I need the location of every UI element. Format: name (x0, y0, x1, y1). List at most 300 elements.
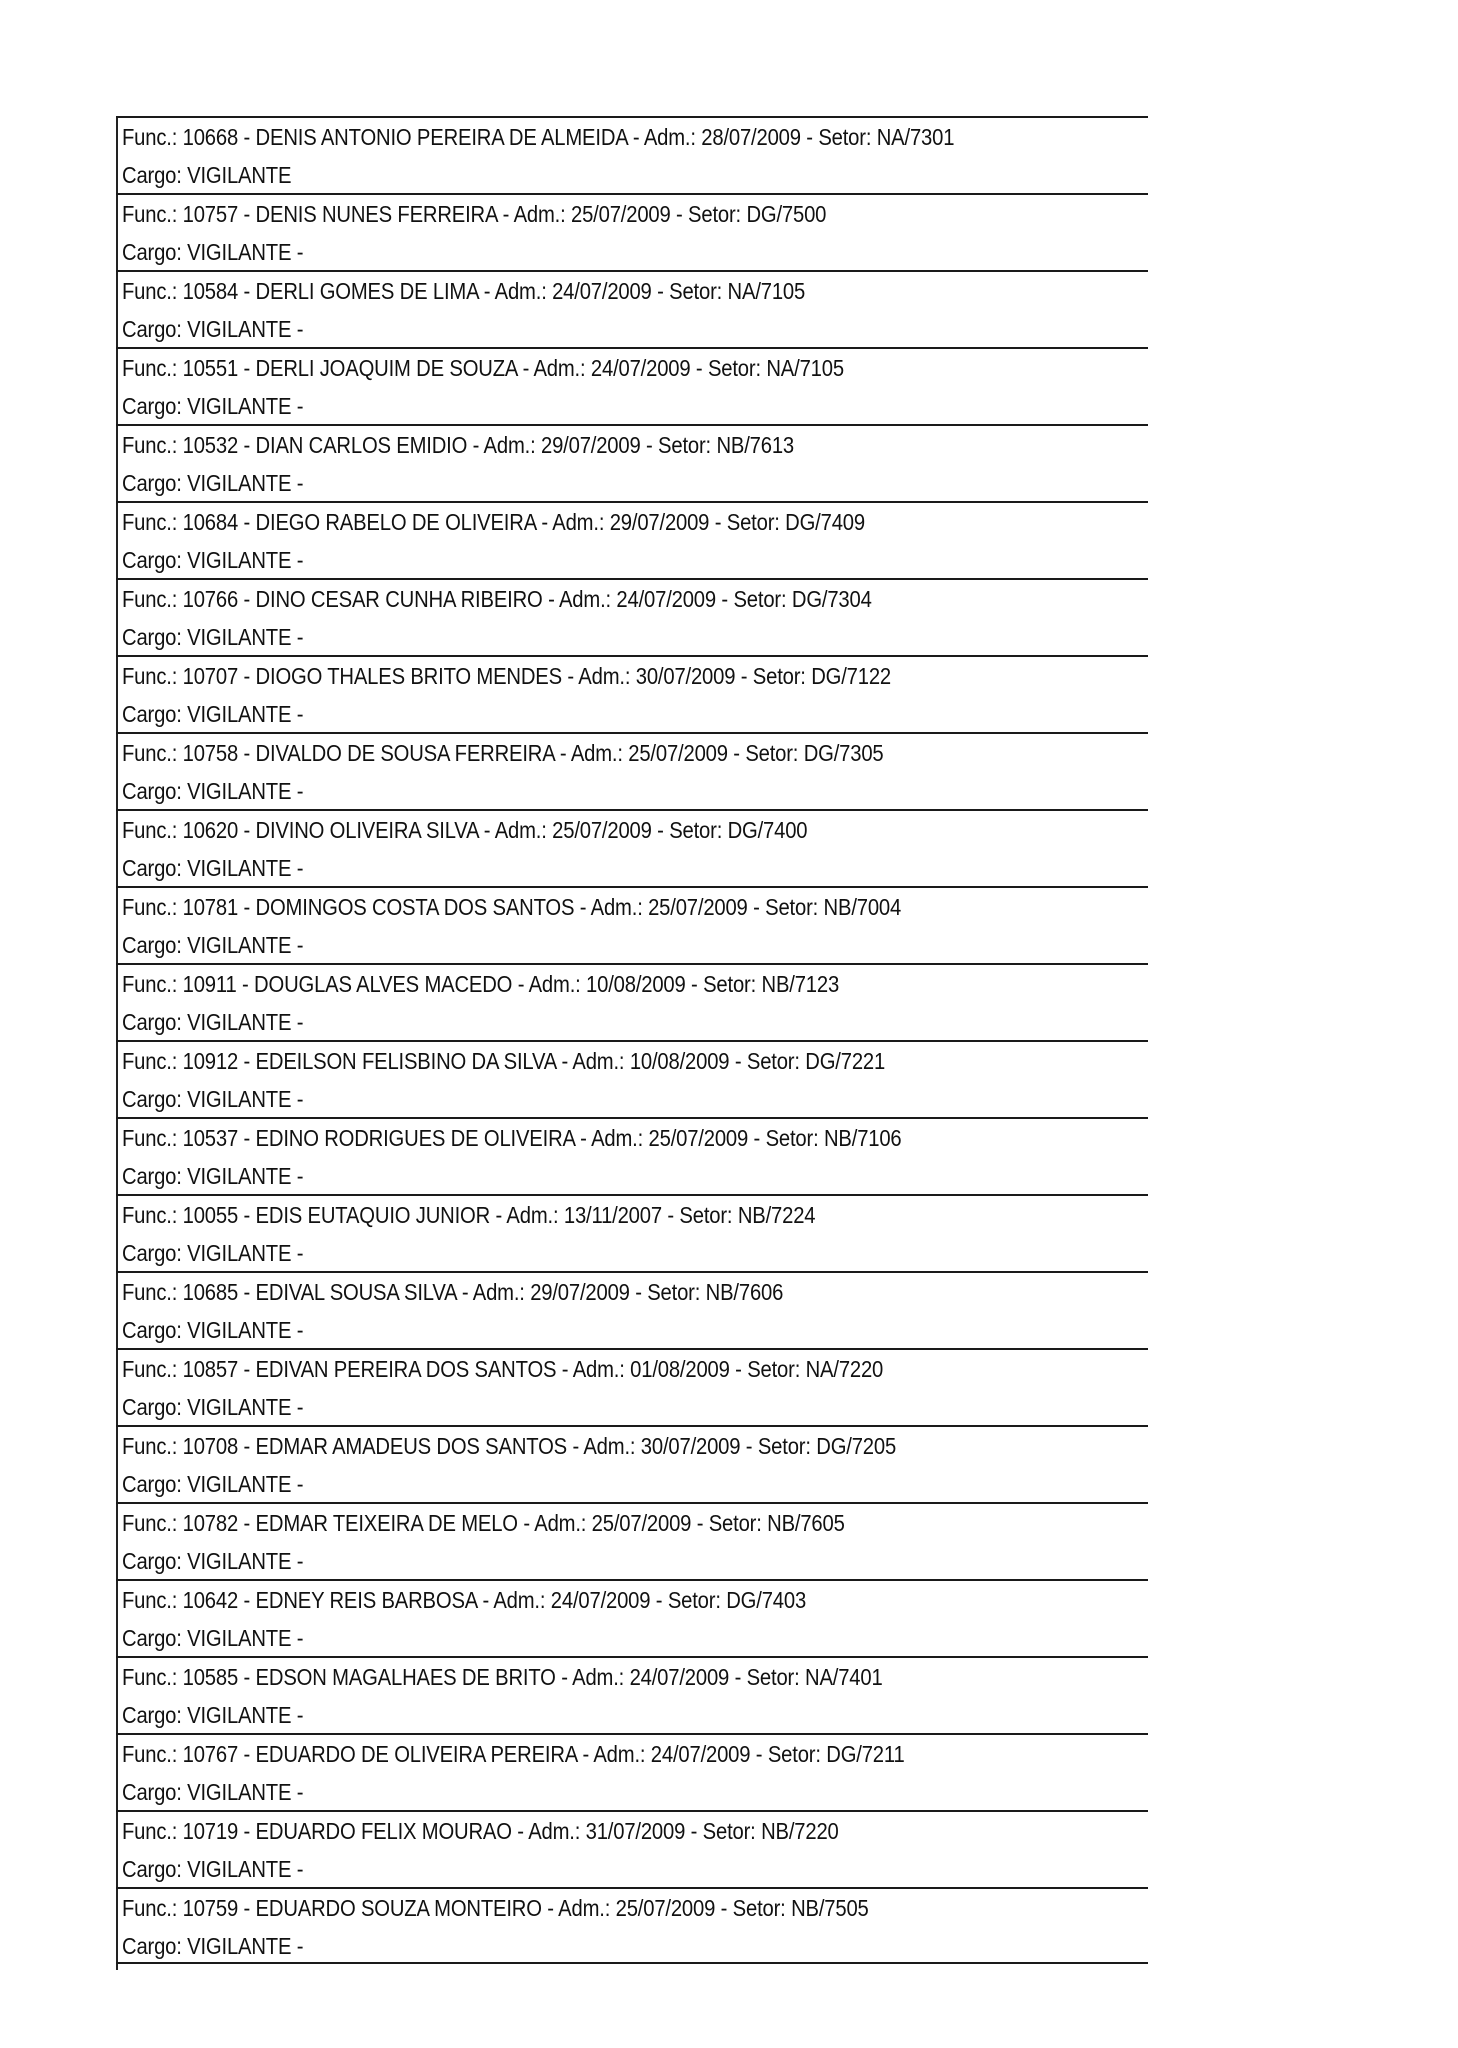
employee-name: DERLI JOAQUIM DE SOUZA (255, 355, 518, 381)
separator: - (691, 971, 698, 997)
admission-date: 24/07/2009 (550, 1587, 651, 1613)
role-value: VIGILANTE - (187, 316, 304, 342)
employee-id: 10537 (182, 1125, 239, 1151)
admission-date: 29/07/2009 (541, 432, 641, 458)
record-role-line (122, 1086, 303, 1113)
role-value: VIGILANTE - (187, 1779, 304, 1805)
separator: - (720, 1895, 728, 1921)
admission-date: 25/07/2009 (648, 1125, 749, 1151)
record-role-line (122, 701, 303, 728)
role-value: VIGILANTE - (187, 1471, 304, 1497)
admission-label: Adm.: (593, 1741, 646, 1767)
func-label: Func.: (122, 1587, 178, 1613)
employee-id: 10767 (182, 1741, 239, 1767)
separator: - (502, 201, 510, 227)
role-value: VIGILANTE (187, 162, 292, 188)
employee-record (116, 347, 1148, 424)
separator: - (243, 1048, 251, 1074)
sector-label: Setor: (702, 1818, 756, 1844)
admission-date: 25/07/2009 (552, 817, 652, 843)
employee-name: DENIS ANTONIO PEREIRA DE ALMEIDA (255, 124, 628, 150)
employee-record (116, 501, 1148, 578)
admission-label: Adm.: (506, 1202, 559, 1228)
employee-name: EDUARDO DE OLIVEIRA PEREIRA (255, 1741, 577, 1767)
employee-id: 10684 (182, 509, 239, 535)
sector-label: Setor: (726, 509, 780, 535)
role-value: VIGILANTE - (187, 1548, 304, 1574)
employee-record (116, 886, 1148, 963)
sector-code: DG/7211 (826, 1741, 905, 1767)
employee-record (116, 809, 1148, 886)
record-header-line (122, 1433, 896, 1460)
role-label: Cargo: (122, 239, 182, 265)
role-label: Cargo: (122, 1009, 182, 1035)
separator: - (243, 201, 251, 227)
func-label: Func.: (122, 1433, 178, 1459)
role-value: VIGILANTE - (187, 778, 304, 804)
employee-record (116, 1348, 1148, 1425)
role-value: VIGILANTE - (187, 470, 304, 496)
role-value: VIGILANTE - (187, 1856, 304, 1882)
employee-name: DIAN CARLOS EMIDIO (255, 432, 468, 458)
func-label: Func.: (122, 201, 178, 227)
employee-id: 10585 (182, 1664, 239, 1690)
role-label: Cargo: (122, 1702, 182, 1728)
func-label: Func.: (122, 586, 178, 612)
employee-record (116, 1040, 1148, 1117)
func-label: Func.: (122, 817, 178, 843)
role-label: Cargo: (122, 855, 182, 881)
separator: - (559, 740, 567, 766)
sector-code: NB/7613 (716, 432, 794, 458)
separator: - (482, 1587, 490, 1613)
employee-record (116, 1656, 1148, 1733)
func-label: Func.: (122, 1818, 178, 1844)
sector-label: Setor: (746, 1048, 800, 1074)
func-label: Func.: (122, 1510, 178, 1536)
role-value: VIGILANTE - (187, 1702, 304, 1728)
employee-id: 10857 (182, 1356, 239, 1382)
sector-label: Setor: (732, 1895, 786, 1921)
separator: - (243, 663, 251, 689)
sector-code: NB/7004 (823, 894, 902, 920)
employee-name: EDINO RODRIGUES DE OLIVEIRA (255, 1125, 575, 1151)
role-value: VIGILANTE - (187, 1009, 304, 1035)
separator: - (646, 432, 653, 458)
separator: - (733, 740, 740, 766)
separator: - (483, 817, 491, 843)
sector-label: Setor: (745, 740, 799, 766)
record-role-line (122, 932, 303, 959)
role-value: VIGILANTE - (187, 1394, 304, 1420)
admission-date: 01/08/2009 (630, 1356, 730, 1382)
admission-date: 24/07/2009 (629, 1664, 730, 1690)
separator: - (243, 1587, 251, 1613)
role-label: Cargo: (122, 393, 182, 419)
employee-id: 10668 (182, 124, 239, 150)
record-role-line (122, 316, 303, 343)
sector-code: DG/7409 (785, 509, 865, 535)
role-value: VIGILANTE - (187, 1317, 304, 1343)
role-label: Cargo: (122, 1548, 182, 1574)
employee-name: EDMAR TEIXEIRA DE MELO (255, 1510, 518, 1536)
employee-name: EDIS EUTAQUIO JUNIOR (255, 1202, 491, 1228)
sector-code: NA/7105 (727, 278, 806, 304)
role-label: Cargo: (122, 1163, 182, 1189)
separator: - (734, 1664, 742, 1690)
employee-id: 10758 (182, 740, 239, 766)
employee-record (116, 1194, 1148, 1271)
separator: - (243, 1510, 251, 1536)
sector-label: Setor: (667, 1587, 721, 1613)
separator: - (655, 1587, 663, 1613)
sector-label: Setor: (765, 1125, 819, 1151)
role-value: VIGILANTE - (187, 701, 304, 727)
sector-label: Setor: (669, 817, 723, 843)
role-label: Cargo: (122, 470, 182, 496)
role-value: VIGILANTE - (187, 1240, 304, 1266)
record-role-line (122, 1625, 303, 1652)
admission-label: Adm.: (494, 817, 547, 843)
sector-label: Setor: (658, 432, 711, 458)
admission-label: Adm.: (572, 1664, 625, 1690)
role-label: Cargo: (122, 1779, 182, 1805)
role-label: Cargo: (122, 778, 182, 804)
admission-label: Adm.: (493, 1587, 546, 1613)
sector-label: Setor: (669, 278, 723, 304)
sector-code: DG/7400 (727, 817, 808, 843)
admission-label: Adm.: (552, 509, 605, 535)
employee-record (116, 1117, 1148, 1194)
separator: - (243, 124, 251, 150)
admission-date: 28/07/2009 (701, 124, 801, 150)
employee-name: EDSON MAGALHAES DE BRITO (255, 1664, 556, 1690)
func-label: Func.: (122, 740, 178, 766)
func-label: Func.: (122, 1279, 178, 1305)
admission-label: Adm.: (494, 278, 547, 304)
separator: - (472, 432, 480, 458)
separator: - (657, 278, 664, 304)
separator: - (547, 1895, 554, 1921)
record-role-line (122, 1471, 303, 1498)
employee-record (116, 1733, 1148, 1810)
record-role-line (122, 1163, 303, 1190)
separator: - (561, 1664, 568, 1690)
admission-date: 30/07/2009 (640, 1433, 741, 1459)
record-header-line (122, 1587, 806, 1614)
record-header-line (122, 1279, 783, 1306)
employee-name: DOUGLAS ALVES MACEDO (254, 971, 513, 997)
sector-label: Setor: (767, 1741, 821, 1767)
employee-record (116, 1887, 1148, 1964)
separator: - (243, 586, 251, 612)
admission-label: Adm.: (572, 1048, 625, 1074)
sector-code: NB/7123 (761, 971, 840, 997)
role-label: Cargo: (122, 162, 182, 188)
separator: - (243, 1895, 251, 1921)
employee-name: EDIVAL SOUSA SILVA (255, 1279, 457, 1305)
role-value: VIGILANTE - (187, 1163, 304, 1189)
separator: - (243, 1356, 251, 1382)
separator: - (541, 509, 548, 535)
record-role-line (122, 1779, 303, 1806)
admission-date: 25/07/2009 (628, 740, 728, 766)
sector-code: NA/7301 (876, 124, 955, 150)
employee-name: EDEILSON FELISBINO DA SILVA (255, 1048, 557, 1074)
separator: - (495, 1202, 503, 1228)
separator: - (696, 1510, 704, 1536)
employee-name: DIEGO RABELO DE OLIVEIRA (255, 509, 536, 535)
admission-date: 29/07/2009 (609, 509, 710, 535)
admission-date: 10/08/2009 (586, 971, 686, 997)
record-role-line (122, 162, 291, 189)
sector-code: NB/7605 (767, 1510, 845, 1536)
employee-id: 10757 (182, 201, 239, 227)
employee-record (116, 963, 1148, 1040)
employee-id: 10707 (182, 663, 239, 689)
separator: - (243, 1664, 251, 1690)
employee-record (116, 270, 1148, 347)
sector-label: Setor: (733, 586, 787, 612)
admission-label: Adm.: (528, 971, 581, 997)
admission-label: Adm.: (578, 663, 631, 689)
func-label: Func.: (122, 1048, 178, 1074)
employee-id: 10642 (182, 1587, 239, 1613)
role-value: VIGILANTE - (187, 393, 304, 419)
separator: - (243, 355, 251, 381)
separator: - (243, 1818, 251, 1844)
sector-label: Setor: (752, 663, 806, 689)
func-label: Func.: (122, 1664, 178, 1690)
employee-name: EDUARDO FELIX MOURAO (255, 1818, 512, 1844)
record-header-line (122, 201, 826, 228)
employee-record (116, 1271, 1148, 1348)
admission-label: Adm.: (643, 124, 696, 150)
admission-label: Adm.: (572, 1356, 625, 1382)
record-header-line (122, 586, 872, 613)
record-role-line (122, 1856, 303, 1883)
record-role-line (122, 1702, 303, 1729)
separator: - (572, 1433, 580, 1459)
admission-date: 10/08/2009 (629, 1048, 730, 1074)
employee-name: DERLI GOMES DE LIMA (255, 278, 479, 304)
record-header-line (122, 432, 794, 459)
separator: - (635, 1279, 642, 1305)
employee-record (116, 424, 1148, 501)
role-label: Cargo: (122, 1933, 182, 1959)
record-header-line (122, 1741, 905, 1768)
separator: - (690, 1818, 698, 1844)
func-label: Func.: (122, 1741, 178, 1767)
employee-record (116, 578, 1148, 655)
func-label: Func.: (122, 124, 178, 150)
role-value: VIGILANTE - (187, 932, 304, 958)
role-value: VIGILANTE - (187, 1625, 304, 1651)
sector-code: DG/7122 (811, 663, 891, 689)
role-value: VIGILANTE - (187, 624, 304, 650)
role-label: Cargo: (122, 1394, 182, 1420)
func-label: Func.: (122, 278, 178, 304)
admission-label: Adm.: (558, 586, 611, 612)
sector-code: NA/7105 (766, 355, 844, 381)
sector-label: Setor: (746, 1664, 800, 1690)
sector-code: NA/7401 (805, 1664, 883, 1690)
employee-record (116, 1502, 1148, 1579)
separator: - (243, 278, 251, 304)
func-label: Func.: (122, 1356, 178, 1382)
role-label: Cargo: (122, 1086, 182, 1112)
separator: - (523, 1510, 530, 1536)
separator: - (483, 278, 491, 304)
separator: - (243, 1741, 251, 1767)
record-role-line (122, 778, 303, 805)
record-role-line (122, 855, 303, 882)
role-label: Cargo: (122, 1471, 182, 1497)
separator: - (740, 663, 748, 689)
record-header-line (122, 509, 865, 536)
record-role-line (122, 1009, 303, 1036)
sector-code: NB/7224 (737, 1202, 816, 1228)
record-header-line (122, 124, 954, 151)
employee-name: DIVALDO DE SOUSA FERREIRA (255, 740, 555, 766)
admission-date: 13/11/2007 (563, 1202, 662, 1228)
separator: - (579, 894, 587, 920)
record-role-line (122, 1317, 303, 1344)
record-header-line (122, 1202, 815, 1229)
sector-label: Setor: (679, 1202, 733, 1228)
employee-record (116, 655, 1148, 732)
employee-record-list (116, 116, 1148, 1964)
employee-record (116, 1579, 1148, 1656)
role-label: Cargo: (122, 547, 182, 573)
admission-date: 29/07/2009 (530, 1279, 630, 1305)
separator: - (242, 971, 249, 997)
employee-id: 10708 (182, 1433, 239, 1459)
separator: - (243, 1125, 251, 1151)
employee-name: DIVINO OLIVEIRA SILVA (255, 817, 479, 843)
role-value: VIGILANTE - (187, 855, 304, 881)
separator: - (657, 817, 664, 843)
func-label: Func.: (122, 432, 178, 458)
role-value: VIGILANTE - (187, 239, 304, 265)
employee-id: 10685 (182, 1279, 239, 1305)
record-role-line (122, 1933, 303, 1960)
separator: - (745, 1433, 753, 1459)
employee-id: 10532 (182, 432, 239, 458)
separator: - (243, 1202, 251, 1228)
separator: - (243, 817, 251, 843)
record-header-line (122, 817, 807, 844)
sector-code: DG/7221 (805, 1048, 886, 1074)
employee-id: 10719 (182, 1818, 239, 1844)
separator: - (522, 355, 530, 381)
func-label: Func.: (122, 971, 178, 997)
admission-label: Adm.: (591, 1125, 644, 1151)
separator: - (461, 1279, 469, 1305)
separator: - (548, 586, 555, 612)
func-label: Func.: (122, 894, 178, 920)
record-role-line (122, 1240, 303, 1267)
employee-record (116, 193, 1148, 270)
func-label: Func.: (122, 1895, 178, 1921)
separator: - (561, 1356, 569, 1382)
record-role-line (122, 470, 303, 497)
separator: - (676, 201, 683, 227)
role-label: Cargo: (122, 932, 182, 958)
separator: - (580, 1125, 587, 1151)
role-label: Cargo: (122, 1625, 182, 1651)
func-label: Func.: (122, 509, 178, 535)
separator: - (561, 1048, 569, 1074)
role-label: Cargo: (122, 1856, 182, 1882)
role-label: Cargo: (122, 1240, 182, 1266)
record-header-line (122, 1664, 883, 1691)
record-header-line (122, 355, 844, 382)
separator: - (667, 1202, 674, 1228)
record-role-line (122, 624, 303, 651)
document-page (116, 116, 1148, 1970)
sector-label: Setor: (708, 1510, 762, 1536)
record-header-line (122, 1048, 885, 1075)
separator: - (517, 971, 525, 997)
separator: - (517, 1818, 524, 1844)
admission-date: 25/07/2009 (571, 201, 671, 227)
sector-code: DG/7403 (726, 1587, 807, 1613)
record-role-line (122, 1548, 303, 1575)
record-role-line (122, 239, 303, 266)
sector-code: DG/7305 (803, 740, 884, 766)
admission-date: 24/07/2009 (590, 355, 691, 381)
admission-date: 24/07/2009 (650, 1741, 751, 1767)
employee-record (116, 1425, 1148, 1502)
separator: - (567, 663, 574, 689)
admission-date: 25/07/2009 (591, 1510, 692, 1536)
employee-id: 10912 (182, 1048, 239, 1074)
sector-label: Setor: (747, 1356, 801, 1382)
sector-label: Setor: (688, 201, 742, 227)
record-role-line (122, 1394, 303, 1421)
employee-id: 10759 (182, 1895, 239, 1921)
employee-id: 10781 (182, 894, 239, 920)
record-header-line (122, 1510, 845, 1537)
sector-label: Setor: (703, 971, 757, 997)
func-label: Func.: (122, 1202, 178, 1228)
record-header-line (122, 1895, 869, 1922)
separator: - (632, 124, 640, 150)
admission-label: Adm.: (570, 740, 623, 766)
role-label: Cargo: (122, 701, 182, 727)
func-label: Func.: (122, 663, 178, 689)
record-header-line (122, 1356, 883, 1383)
record-role-line (122, 547, 303, 574)
func-label: Func.: (122, 1125, 178, 1151)
separator: - (243, 432, 251, 458)
record-role-line (122, 393, 303, 420)
record-header-line (122, 663, 891, 690)
employee-id: 10620 (182, 817, 239, 843)
employee-id: 10911 (182, 971, 237, 997)
sector-code: NA/7220 (805, 1356, 884, 1382)
employee-name: DINO CESAR CUNHA RIBEIRO (255, 586, 543, 612)
separator: - (735, 1356, 742, 1382)
admission-label: Adm.: (558, 1895, 611, 1921)
admission-label: Adm.: (513, 201, 566, 227)
employee-id: 10551 (182, 355, 239, 381)
sector-code: DG/7500 (746, 201, 827, 227)
employee-record (116, 116, 1148, 193)
admission-date: 30/07/2009 (635, 663, 736, 689)
separator: - (243, 1433, 251, 1459)
